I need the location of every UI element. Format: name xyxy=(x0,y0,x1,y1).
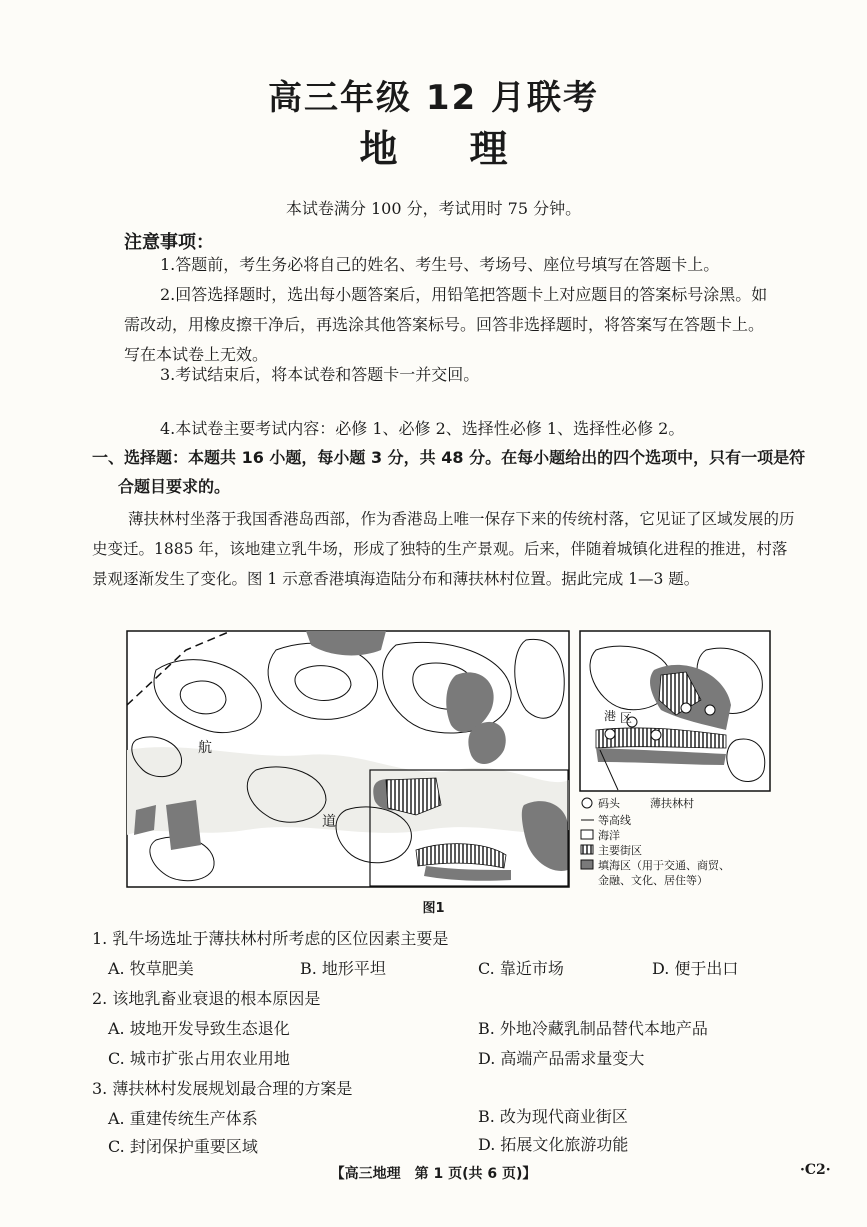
question-3-stem: 3. 薄扶林村发展规划最合理的方案是 xyxy=(92,1079,353,1098)
q1-option-d[interactable]: D. 便于出口 xyxy=(652,959,739,978)
q2-option-a[interactable]: A. 坡地开发导致生态退化 xyxy=(108,1019,290,1038)
notice-item-4: 4.本试卷主要考试内容：必修 1、必修 2、选择性必修 1、选择性必修 2。 xyxy=(160,419,685,438)
subject-title: 地理 xyxy=(359,127,580,171)
label-qu: 区 xyxy=(620,711,633,725)
notice-item-3: 3.考试结束后，将本试卷和答题卡一并交回。 xyxy=(160,365,480,384)
legend-reclaim-2: 金融、文化、居住等） xyxy=(598,874,708,887)
page-footer: 【高三地理 第 1 页(共 6 页)】 xyxy=(330,1166,537,1182)
legend-contour: 等高线 xyxy=(598,814,631,827)
q1-option-b[interactable]: B. 地形平坦 xyxy=(300,959,386,978)
legend-ocean: 海洋 xyxy=(598,829,620,842)
label-hang: 航 xyxy=(198,740,212,756)
legend-dock: 码头 xyxy=(598,797,620,810)
figure-caption: 图1 xyxy=(422,901,445,916)
map-legend xyxy=(581,796,730,887)
section-heading-cont: 合题目要求的。 xyxy=(118,477,231,496)
notice-item-2: 2.回答选择题时，选出每小题答案后，用铅笔把答题卡上对应题目的答案标号涂黑。如需改动，用橡皮擦干净后，再选涂其他答案标号。回答非选择题时，将答案写在答题卡上。写在本试卷上无效。 xyxy=(124,285,768,364)
q3-option-b[interactable]: B. 改为现代商业街区 xyxy=(478,1107,628,1126)
q2-option-d[interactable]: D. 高端产品需求量变大 xyxy=(478,1049,645,1068)
section-heading: 一、选择题：本题共 16 小题，每小题 3 分，共 48 分。在每小题给出的四个选项中，只有一项是符 xyxy=(92,448,806,467)
label-dao: 道 xyxy=(322,814,336,830)
legend-reclaim-1: 填海区（用于交通、商贸、 xyxy=(598,859,730,872)
notice-item-1: 1.答题前，考生务必将自己的姓名、考生号、考场号、座位号填写在答题卡上。 xyxy=(160,255,720,274)
label-gang: 港 xyxy=(604,709,617,723)
q3-option-c[interactable]: C. 封闭保护重要区域 xyxy=(108,1137,258,1156)
q2-option-c[interactable]: C. 城市扩张占用农业用地 xyxy=(108,1049,290,1068)
notice-heading: 注意事项： xyxy=(124,232,214,253)
legend-village: 薄扶林村 xyxy=(650,797,694,810)
intro-passage: 薄扶林村坐落于我国香港岛西部，作为香港岛上唯一保存下来的传统村落，它见证了区域发展的历史变迁。1885 年，该地建立乳牛场，形成了独特的生产景观。后来，伴随着城镇化进程的推进，村落景观逐渐发生了变化。图 1 示意香港填海造陆分布和薄扶林村位置。据此完成 1—3 题。 xyxy=(92,510,795,588)
question-1-stem: 1. 乳牛场选址于薄扶林村所考虑的区位因素主要是 xyxy=(92,929,449,948)
question-2-stem: 2. 该地乳畜业衰退的根本原因是 xyxy=(92,989,321,1008)
exam-title: 高三年级 12 月联考 xyxy=(268,78,599,118)
q1-option-c[interactable]: C. 靠近市场 xyxy=(478,959,564,978)
q3-option-d[interactable]: D. 拓展文化旅游功能 xyxy=(478,1135,629,1154)
hongkong-reclamation-map xyxy=(126,630,771,890)
q1-option-a[interactable]: A. 牧草肥美 xyxy=(108,959,194,978)
q3-option-a[interactable]: A. 重建传统生产体系 xyxy=(108,1109,258,1128)
page-mark: ·C2· xyxy=(800,1162,831,1178)
full-score-line: 本试卷满分 100 分，考试用时 75 分钟。 xyxy=(285,199,582,218)
q2-option-b[interactable]: B. 外地冷藏乳制品替代本地产品 xyxy=(478,1019,708,1038)
legend-street: 主要街区 xyxy=(598,844,642,857)
